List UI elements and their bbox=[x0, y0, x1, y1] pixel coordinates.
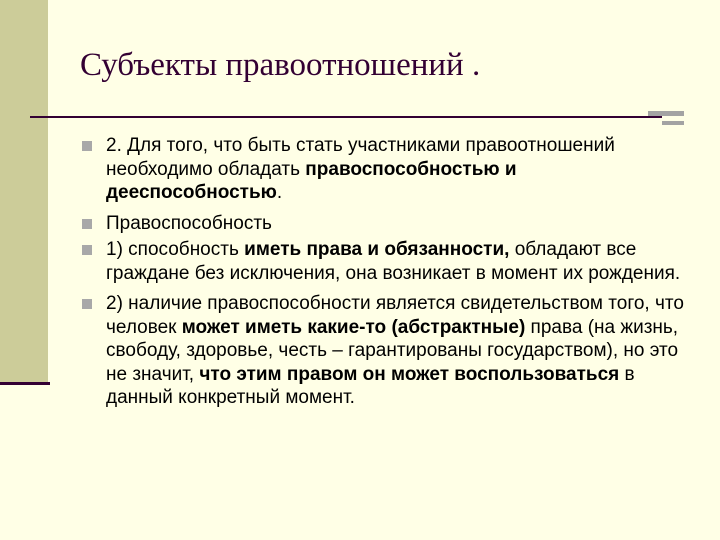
bullet-bold-text: правоспособностью и дееспособностью bbox=[106, 158, 517, 203]
bullet-item bbox=[82, 212, 692, 236]
bullet-text: 1) способность bbox=[106, 239, 245, 260]
bullet-text: 2. Для того, что быть стать участниками правоотношений необходимо обладать bbox=[106, 135, 615, 180]
bullet-item bbox=[82, 134, 692, 205]
title-divider-accent-lower bbox=[662, 121, 684, 125]
bullet-item bbox=[82, 292, 692, 410]
bullet-list bbox=[82, 134, 692, 417]
slide-title: Субъекты правоотношений . bbox=[80, 47, 481, 83]
bullet-text-end: . bbox=[276, 182, 283, 203]
left-decorative-bar bbox=[0, 0, 48, 384]
bullet-text: 2) наличие правоспособности является свидетельством того, что человек bbox=[106, 293, 684, 338]
bullet-text-end: в данный конкретный момент. bbox=[106, 363, 635, 408]
bullet-text-end: обладают все граждане без исключения, она возникает в момент их рождения. bbox=[106, 239, 681, 284]
bullet-item bbox=[82, 238, 692, 285]
bullet-bold-text: может иметь какие-то (абстрактные) bbox=[181, 316, 526, 338]
left-bar-underline bbox=[0, 382, 50, 385]
bullet-bold-text: иметь права и обязанности, bbox=[244, 239, 510, 260]
bullet-text: Правоспособность bbox=[106, 212, 272, 234]
title-divider bbox=[30, 116, 662, 118]
square-bullet-icon bbox=[82, 219, 92, 229]
square-bullet-icon bbox=[82, 245, 92, 255]
square-bullet-icon bbox=[82, 141, 92, 151]
bullet-text-mid: права (на жизнь, свободу, здоровье, честь – гарантированы государством), но это не значит, bbox=[106, 316, 679, 385]
square-bullet-icon bbox=[82, 299, 92, 309]
bullet-bold-text-2: что этим правом он может воспользоваться bbox=[199, 363, 620, 385]
title-divider-accent bbox=[648, 111, 684, 116]
